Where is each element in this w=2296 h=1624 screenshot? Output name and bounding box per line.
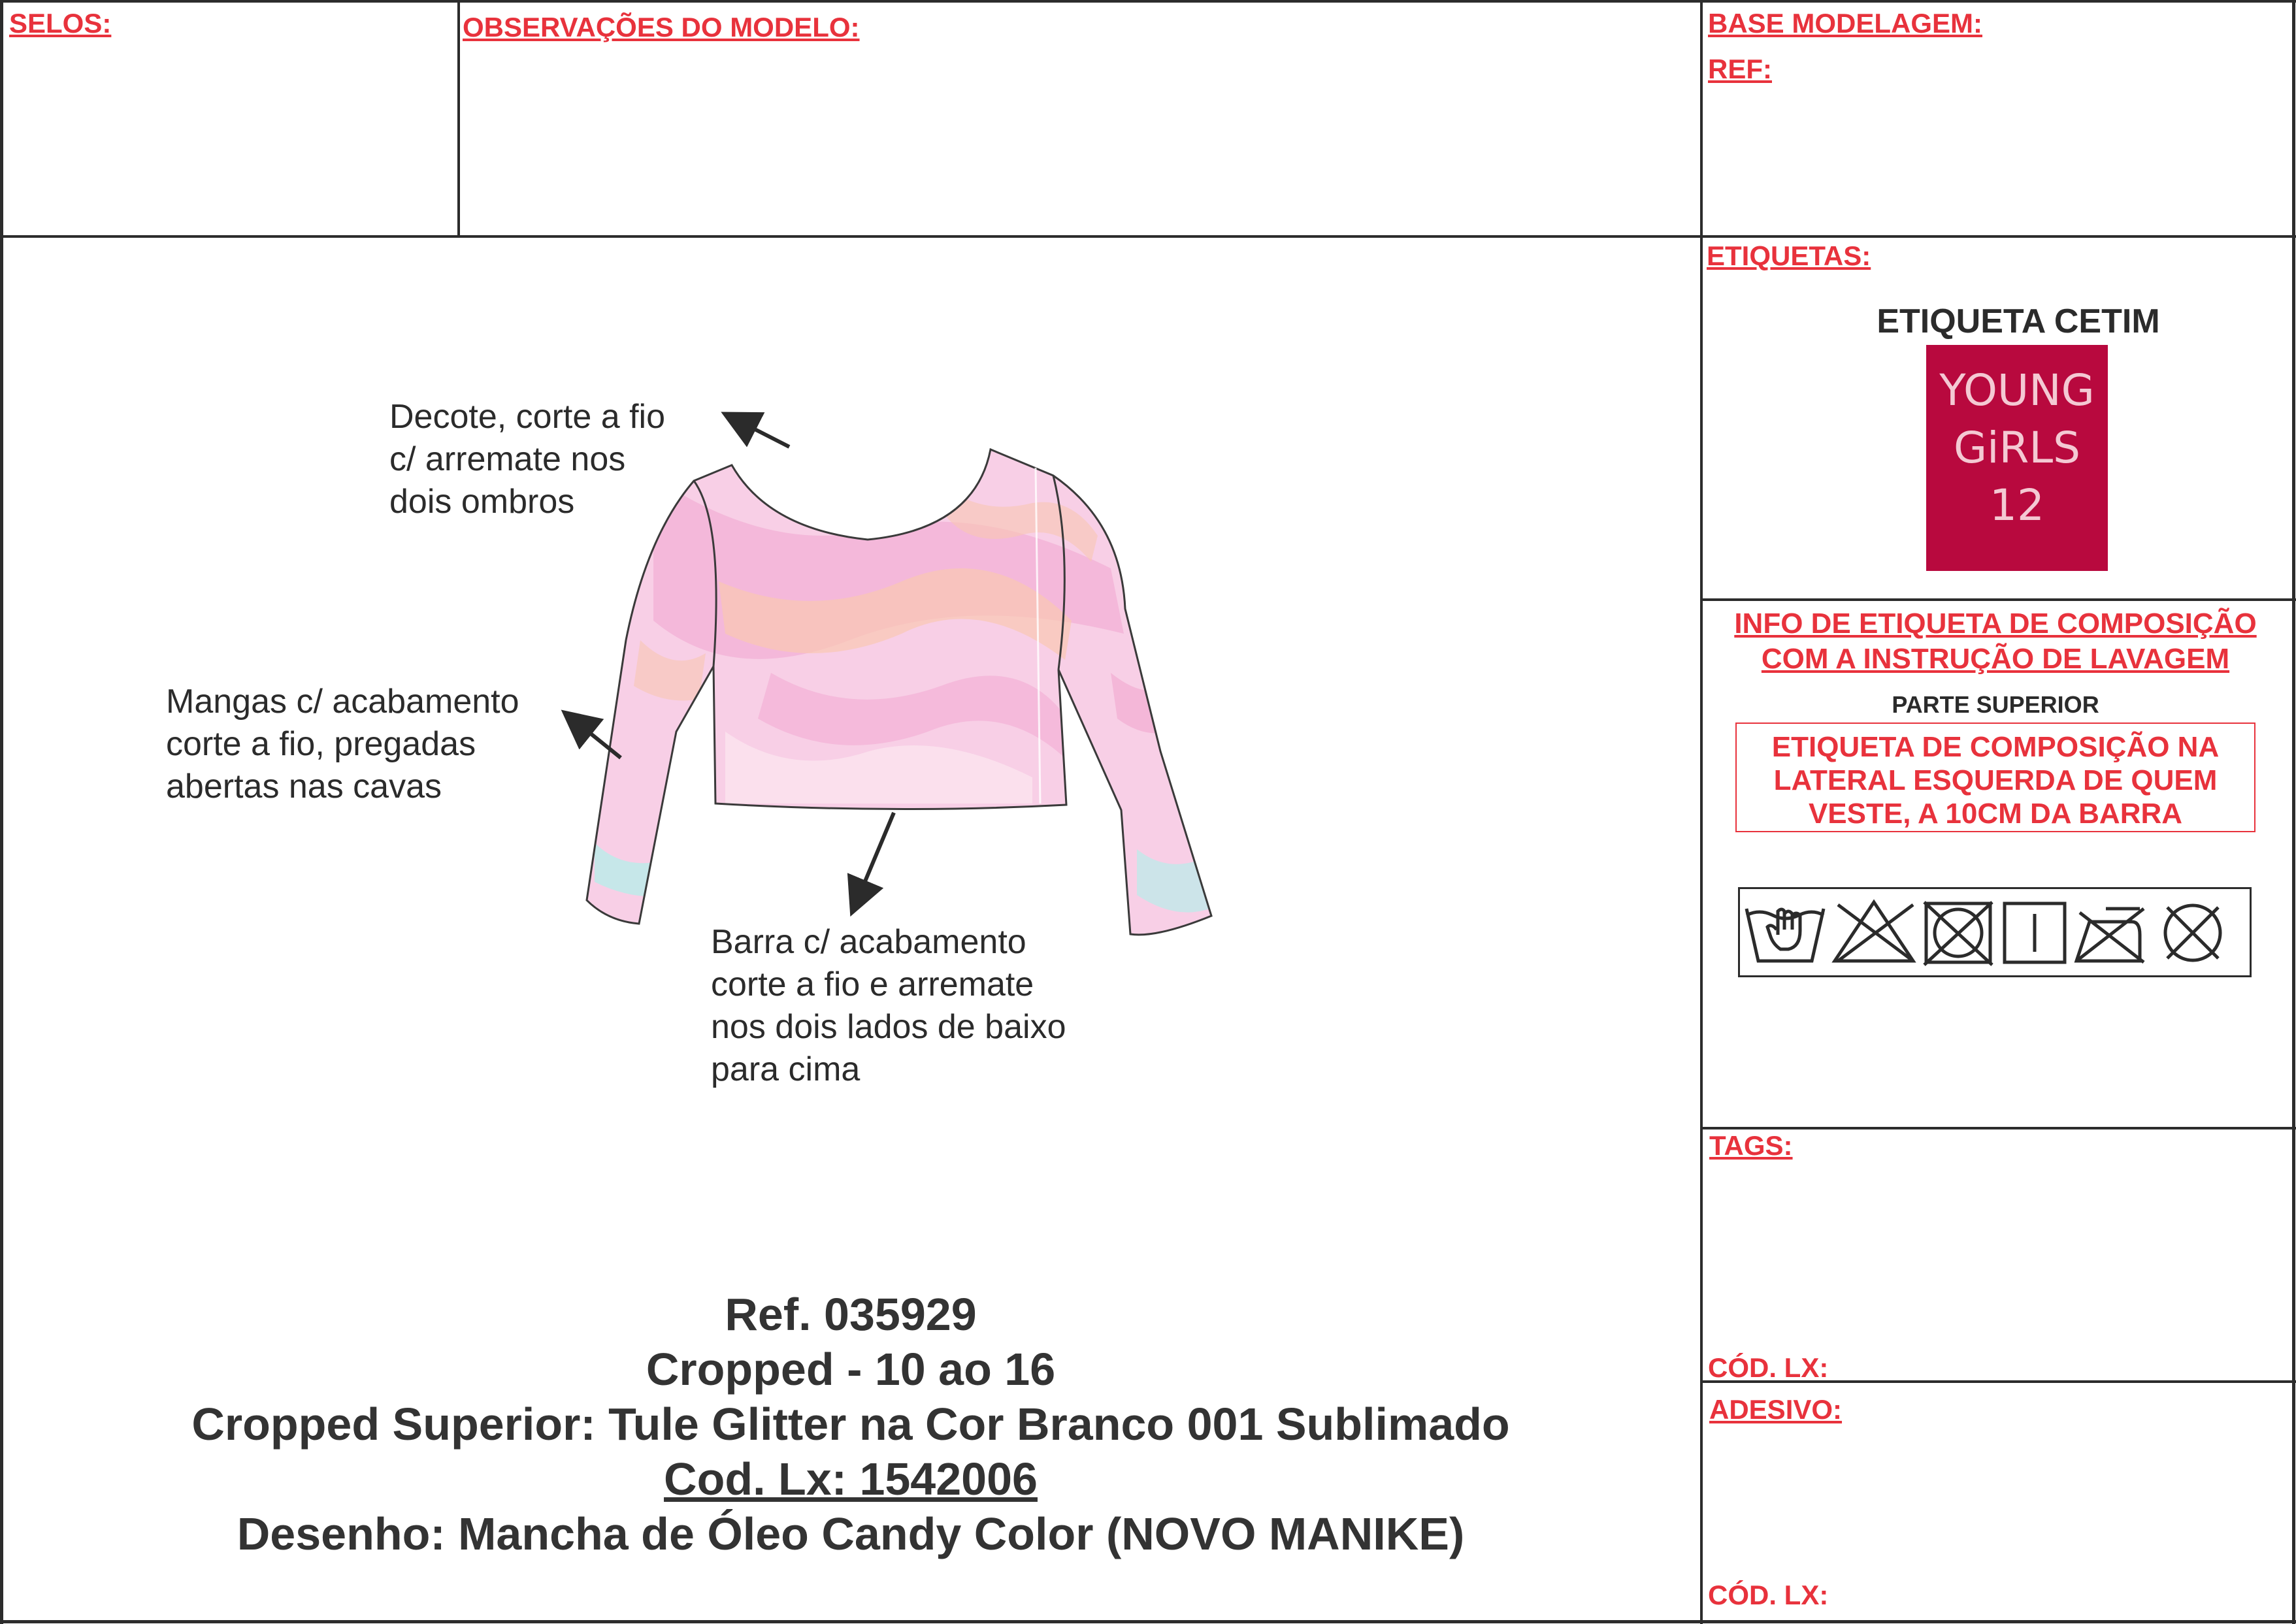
hand-wash-icon — [1747, 909, 1824, 961]
mangas-note-line: abertas nas cavas — [166, 768, 442, 805]
desenho-line: Desenho: Mancha de Óleo Candy Color (NOVO MANIKE) — [237, 1508, 1465, 1559]
selos-divider — [457, 0, 460, 236]
observacoes-label: OBSERVAÇÕES DO MODELO: — [463, 12, 860, 42]
do-not-iron-icon — [2076, 909, 2144, 962]
composicao-title — [1701, 606, 2289, 677]
decote-note-line: c/ arremate nos — [389, 440, 626, 478]
name-line: Cropped - 10 ao 16 — [646, 1344, 1056, 1395]
parte-superior-label: PARTE SUPERIOR — [1892, 691, 2099, 718]
composicao-divider — [1701, 1127, 2296, 1129]
brand-label-line: YOUNG — [1939, 365, 2095, 415]
frame-top — [0, 0, 2296, 3]
instruction-line: LATERAL ESQUERDA DE QUEM — [1773, 764, 2218, 796]
selos-label: SELOS: — [9, 8, 112, 39]
decote-note — [389, 396, 665, 523]
instruction-line: ETIQUETA DE COMPOSIÇÃO NA — [1771, 731, 2220, 763]
etiquetas-label: ETIQUETAS: — [1707, 240, 1871, 271]
etiqueta-cetim-title: ETIQUETA CETIM — [1877, 302, 2160, 340]
barra-note — [711, 921, 1066, 1091]
brand-label-line: 12 — [1990, 480, 2044, 530]
decote-note-line: dois ombros — [389, 483, 575, 521]
tags-cod-label: CÓD. LX: — [1708, 1352, 1829, 1383]
mangas-note-line: corte a fio, pregadas — [166, 725, 476, 763]
cropped-top-drawing — [575, 425, 1228, 947]
care-symbols-box — [1738, 887, 2252, 977]
etiquetas-divider — [1701, 598, 2296, 601]
product-info — [0, 1287, 1701, 1561]
composicao-title-line: INFO DE ETIQUETA DE COMPOSIÇÃO — [1734, 608, 2257, 640]
adesivo-label: ADESIVO: — [1709, 1394, 1843, 1425]
material-line: Cropped Superior: Tule Glitter na Cor Branco 001 Sublimado — [191, 1399, 1510, 1450]
ref-line: Ref. 035929 — [725, 1289, 977, 1340]
barra-note-line: Barra c/ acabamento — [711, 923, 1026, 961]
brand-label-line: GiRLS — [1953, 423, 2080, 473]
base-modelagem-label: BASE MODELAGEM: — [1708, 8, 1982, 39]
brand-label — [1926, 345, 2108, 571]
adesivo-cod-label: CÓD. LX: — [1708, 1580, 1829, 1610]
instruction-line: VESTE, A 10CM DA BARRA — [1808, 798, 2183, 830]
header-divider — [0, 235, 2296, 238]
tags-label: TAGS: — [1709, 1130, 1793, 1161]
line-dry-icon — [2005, 903, 2065, 962]
barra-note-line: corte a fio e arremate — [711, 966, 1034, 1003]
barra-note-line: para cima — [711, 1050, 861, 1088]
mangas-note-line: Mangas c/ acabamento — [166, 683, 519, 721]
cod-line: Cod. Lx: 1542006 — [664, 1453, 1038, 1504]
barra-note-line: nos dois lados de baixo — [711, 1008, 1066, 1046]
do-not-dry-clean-icon — [2165, 905, 2220, 960]
ref-label: REF: — [1708, 54, 1772, 84]
composicao-title-line: COM A INSTRUÇÃO DE LAVAGEM — [1761, 643, 2230, 675]
do-not-tumble-dry-icon — [1924, 902, 1992, 965]
mangas-note — [166, 681, 519, 808]
decote-note-line: Decote, corte a fio — [389, 398, 665, 436]
do-not-bleach-icon — [1835, 902, 1913, 961]
frame-bottom — [0, 1620, 2296, 1623]
composicao-instruction-box — [1735, 723, 2255, 832]
